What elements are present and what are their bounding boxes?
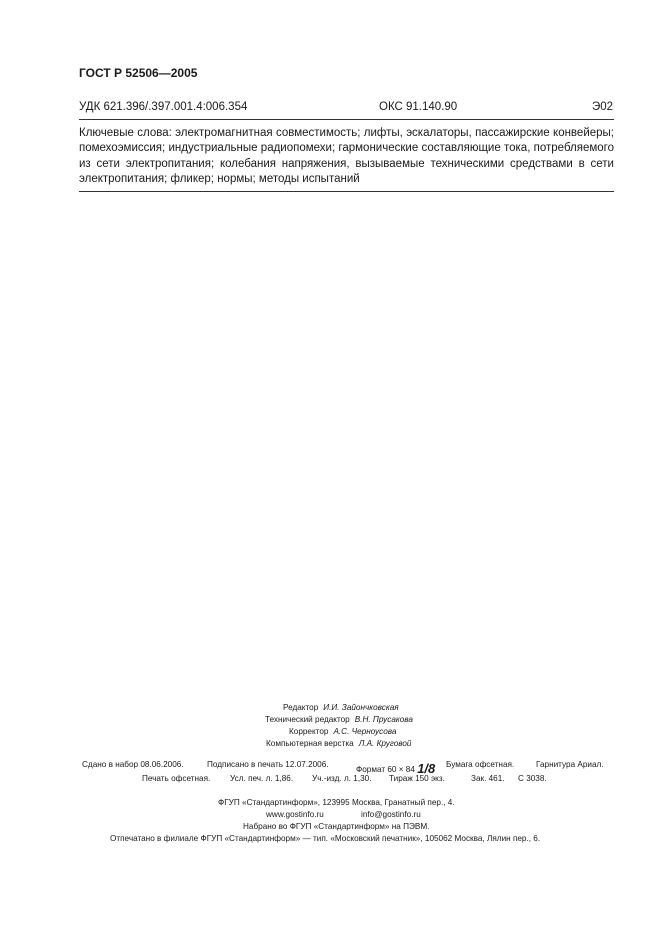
credit-name: И.И. Зайончковская [323,703,399,712]
credit-layout [266,738,412,750]
credit-proofreader [289,726,396,738]
keywords-paragraph: Ключевые слова: электромагнитная совместимость; лифты, эскалаторы, пассажирские конвейеры; помехоэмиссия; индустриальные радиопомехи; гармонические составляющие тока, потребляемого из сети электропитания; колебания напряжения, вызываемые техническими средствами в сети электропитания; фликер; нормы; методы испытаний [79,127,614,186]
credit-editor [283,702,399,714]
credit-tech-editor [265,714,413,726]
imprint-sheets: Усл. печ. л. 1,86. [230,774,294,783]
imprint-sent: Сдано в набор 08.06.2006. [82,760,184,769]
credit-role: Компьютерная верстка [266,739,354,748]
credit-name: В.Н. Прусакова [354,715,413,724]
format-fraction: 1/8 [417,761,436,776]
divider-top [79,119,614,120]
group-code: Э02 [591,101,613,113]
imprint-paper: Бумага офсетная. [446,760,515,769]
udk-code: УДК 621.396/.397.001.4:006.354 [79,101,248,113]
credit-role: Редактор [283,703,319,712]
publisher-email: info@gostinfo.ru [361,810,421,819]
publisher-address: ФГУП «Стандартинформ», 123995 Москва, Гранатный пер., 4. [218,798,455,807]
oks-code: ОКС 91.140.90 [379,101,458,113]
credit-role: Корректор [289,727,329,736]
imprint-signed: Подписано в печать 12.07.2006. [207,760,329,769]
imprint-print: Печать офсетная. [142,774,211,783]
imprint-edsheets: Уч.-изд. л. 1,30. [312,774,372,783]
imprint-format [356,760,435,775]
publisher-typeset: Набрано во ФГУП «Стандартинформ» на ПЭВМ. [243,822,430,831]
credit-role: Технический редактор [265,715,350,724]
imprint-code: С 3038. [518,774,547,783]
imprint-run: Тираж 150 экз. [389,774,445,783]
format-text: Формат 60 × 84 [356,765,415,774]
publisher-printed: Отпечатано в филиале ФГУП «Стандартинформ» — тип. «Московский печатник», 105062 Москва, Лялин пер., 6. [110,834,541,843]
imprint-order: Зак. 461. [471,774,505,783]
document-code: ГОСТ Р 52506—2005 [79,66,198,80]
credit-name: А.С. Черноусова [333,727,397,736]
classification-row [79,101,613,115]
publisher-site: www.gostinfo.ru [266,810,324,819]
divider-bottom [79,191,614,192]
imprint-font: Гарнитура Ариал. [536,760,604,769]
credit-name: Л.А. Круговой [358,739,412,748]
